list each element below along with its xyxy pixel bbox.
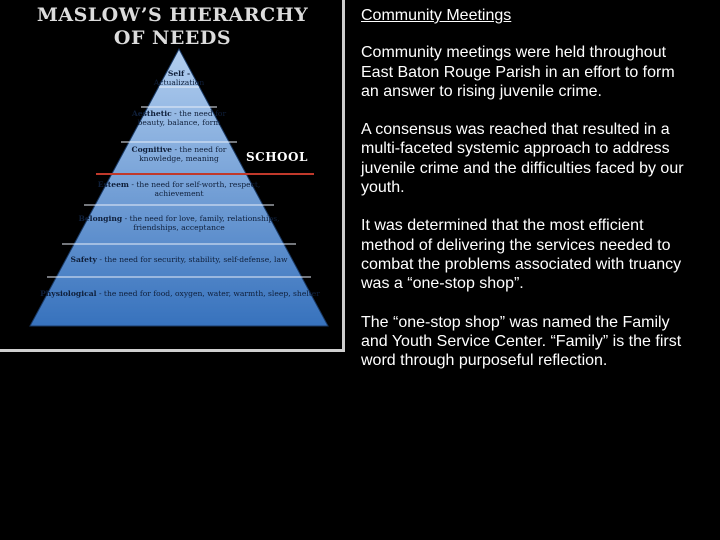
level-safety [54, 256, 304, 265]
level-physiological [40, 290, 320, 299]
slide-heading: Community Meetings [361, 7, 512, 24]
level-cognitive [109, 146, 249, 163]
level-name: Safety [70, 255, 97, 264]
pyramid-graphic [0, 0, 345, 352]
level-desc: - the need for beauty, balance, form [137, 109, 227, 127]
school-label: SCHOOL [246, 150, 308, 164]
level-name: Belonging [78, 214, 123, 223]
level-esteem [94, 181, 264, 198]
paragraph-1: Community meetings were held throughout East Baton Rouge Parish in an effort to form an answer to rising juvenile crime. [361, 44, 675, 100]
level-aesthetic [124, 110, 234, 127]
text-column [361, 6, 691, 389]
level-desc: - the need for love, family, relationships, friendships, acceptance [124, 214, 280, 232]
level-desc: - the need for self-worth, respect, achievement [131, 180, 261, 198]
paragraph-2: A consensus was reached that resulted in a multi-faceted systemic approach to address juvenile crime and the difficulties faced by our youth. [361, 121, 684, 197]
maslow-diagram-image [0, 0, 345, 352]
level-name: Aesthetic [131, 109, 172, 118]
level-name: Self - [167, 69, 191, 78]
paragraph-3: It was determined that the most efficient method of delivering the services needed to combat the problems associated with truancy was a “one-stop shop”. [361, 217, 682, 293]
level-self-actualization [139, 70, 219, 87]
diagram-title-line1: MASLOW’S HIERARCHY [36, 4, 309, 26]
level-belonging [76, 215, 282, 232]
level-name: Cognitive [131, 145, 173, 154]
level-desc: - the need for security, stability, self-defense, law [99, 255, 288, 264]
level-desc: Actualization [153, 77, 205, 87]
level-name: Physiological [40, 289, 97, 298]
diagram-title-line2: OF NEEDS [113, 27, 232, 49]
level-name: Esteem [97, 180, 129, 189]
paragraph-4: The “one-stop shop” was named the Family and Youth Service Center. “Family” is the first word through purposeful reflection. [361, 313, 682, 370]
level-desc: - the need for food, oxygen, water, warmth, sleep, shelter [98, 289, 320, 298]
level-desc: - the need for knowledge, meaning [139, 145, 227, 163]
